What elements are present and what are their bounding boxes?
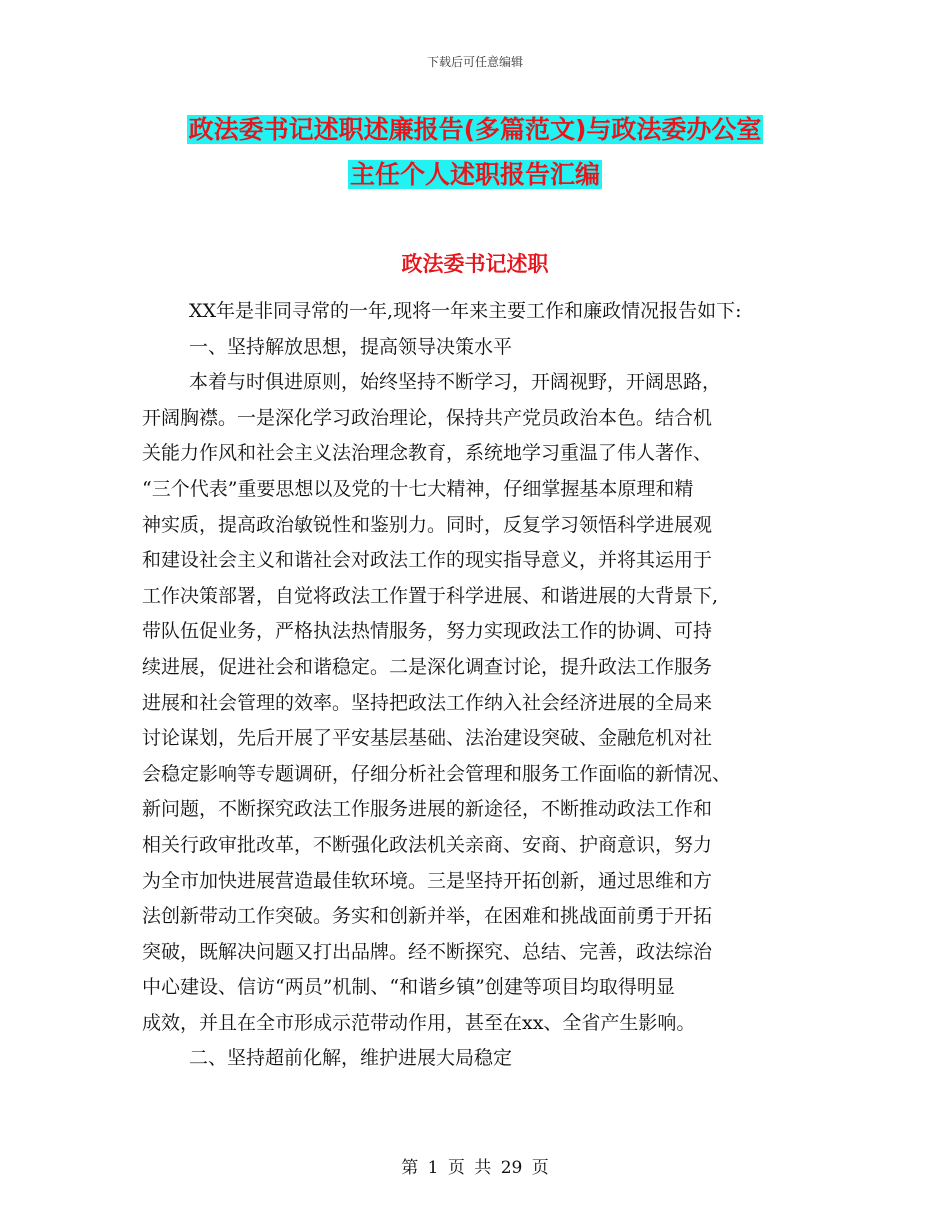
- paragraph-line: 本着与时俱进原则，始终坚持不断学习，开阔视野，开阔思路，: [189, 371, 722, 394]
- paragraph-heading: 一、坚持解放思想，提高领导决策水平: [189, 335, 513, 358]
- document-title-line-1: [0, 110, 950, 150]
- page-footer: 第 1 页 共 29 页: [401, 1158, 549, 1178]
- paragraph-line: 带队伍促业务，严格执法热情服务，努力实现政法工作的协调、可持: [142, 620, 713, 643]
- paragraph-line: 关能力作风和社会主义法治理念教育，系统地学习重温了伟人著作、: [142, 442, 713, 465]
- paragraph-line: 会稳定影响等专题调研，仔细分析社会管理和服务工作面临的新情况、: [142, 762, 732, 785]
- paragraph-line: 讨论谋划，先后开展了平安基层基础、法治建设突破、金融危机对社: [142, 727, 713, 750]
- section-title: 政法委书记述职: [401, 252, 549, 276]
- paragraph-line: 中心建设、信访“两员”机制、“和谐乡镇”创建等项目均取得明显: [142, 976, 675, 999]
- paragraph-line: 续进展，促进社会和谐稳定。二是深化调查讨论，提升政法工作服务: [142, 655, 713, 678]
- paragraph-line: 成效，并且在全市形成示范带动作用，甚至在xx、全省产生影响。: [142, 1011, 696, 1034]
- paragraph-line: 新问题，不断探究政法工作服务进展的新途径，不断推动政法工作和: [142, 798, 713, 821]
- paragraph-line: 相关行政审批改革，不断强化政法机关亲商、安商、护商意识，努力: [142, 833, 713, 856]
- paragraph-line: 为全市加快进展营造最佳软环境。三是坚持开拓创新，通过思维和方: [142, 869, 713, 892]
- paragraph-line: 工作决策部署，自觉将政法工作置于科学进展、和谐进展的大背景下,: [142, 584, 719, 607]
- page-header: 下载后可任意编辑: [426, 55, 523, 69]
- document-title-line-2-text: 主任个人述职报告汇编: [349, 160, 600, 189]
- paragraph-heading: 二、坚持超前化解，维护进展大局稳定: [189, 1047, 513, 1070]
- paragraph-line: XX年是非同寻常的一年,现将一年来主要工作和廉政情况报告如下:: [189, 300, 742, 322]
- document-title-line-2: [0, 155, 950, 195]
- paragraph-line: 神实质，提高政治敏锐性和鉴别力。同时，反复学习领悟科学进展观: [142, 513, 713, 536]
- document-title-line-1-text: 政法委书记述职述廉报告(多篇范文)与政法委办公室: [188, 115, 762, 144]
- paragraph-line: 开阔胸襟。一是深化学习政治理论，保持共产党员政治本色。结合机: [142, 406, 713, 429]
- paragraph-line: “三个代表”重要思想以及党的十七大精神，仔细掌握基本原理和精: [142, 477, 694, 500]
- document-body: [142, 294, 822, 1077]
- paragraph-line: 进展和社会管理的效率。坚持把政法工作纳入社会经济进展的全局来: [142, 691, 713, 714]
- paragraph-line: 突破，既解决问题又打出品牌。经不断探究、总结、完善，政法综治: [142, 940, 713, 963]
- paragraph-line: 法创新带动工作突破。务实和创新并举，在困难和挑战面前勇于开拓: [142, 905, 713, 928]
- paragraph-line: 和建设社会主义和谐社会对政法工作的现实指导意义，并将其运用于: [142, 549, 713, 572]
